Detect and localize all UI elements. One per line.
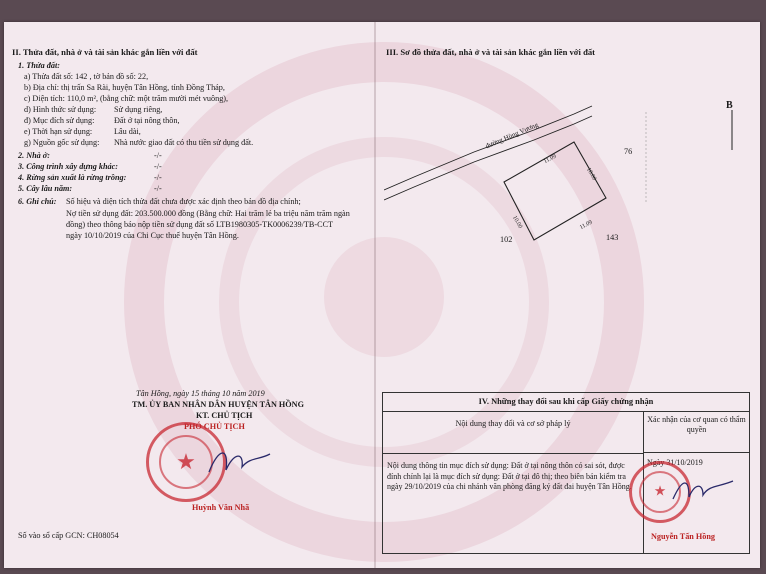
- neighbor-parcel-76: 76: [624, 147, 633, 156]
- construction-label: 3. Công trình xây dựng khác:: [18, 162, 118, 171]
- house-value: -/-: [154, 151, 162, 160]
- issue-date: Tân Hồng, ngày 15 tháng 10 năm 2019: [136, 389, 265, 398]
- signer-name-left: Huỳnh Văn Nhã: [192, 503, 250, 512]
- dim-top: 11.09: [542, 153, 558, 166]
- signature-left: [204, 442, 274, 482]
- kt-chairman: KT. CHỦ TỊCH: [196, 411, 253, 420]
- signer-name-right: Nguyễn Tấn Hồng: [651, 532, 716, 541]
- section-ii-title: II. Thửa đất, nhà ở và tài sản khác gắn liền với đất: [12, 47, 198, 57]
- usage-form-label: d) Hình thức sử dụng:: [24, 105, 97, 114]
- north-arrow-icon: [728, 110, 736, 150]
- house-label: 2. Nhà ở:: [18, 151, 50, 160]
- note-label: 6. Ghi chú:: [18, 197, 57, 206]
- forest-label: 4. Rừng sản xuất là rừng trồng:: [18, 173, 127, 182]
- star-icon: ★: [176, 449, 196, 474]
- certificate-sheet: [4, 22, 760, 568]
- note-line-1: Số hiệu và diện tích thửa đất chưa được xác định theo bản đồ địa chính;: [66, 197, 301, 206]
- changes-col-confirm-header: Xác nhận của cơ quan có thẩm quyền: [644, 411, 749, 453]
- forest-value: -/-: [154, 173, 162, 182]
- dim-left: 10.00: [511, 215, 524, 230]
- origin-value: Nhà nước giao đất có thu tiền sử dụng đất.: [114, 138, 254, 147]
- vice-chairman: PHÓ CHỦ TỊCH: [184, 422, 245, 431]
- dim-right: 10.00: [585, 167, 598, 182]
- changes-table: [382, 392, 750, 554]
- north-arrow-label: B: [726, 100, 733, 111]
- origin-label: g) Nguồn gốc sử dụng:: [24, 138, 100, 147]
- area: c) Diện tích: 110,0 m², (bằng chữ: một trăm mười mét vuông),: [24, 94, 229, 103]
- note-line-3: đồng) theo thông báo nộp tiền sử dụng đất số LTB1980305-TK0006239/TB-CCT: [66, 220, 334, 229]
- star-icon: ★: [653, 484, 667, 500]
- certificate-number: Số vào sổ cấp GCN: CH08054: [18, 531, 119, 540]
- perennial-value: -/-: [154, 184, 162, 193]
- neighbor-parcel-102: 102: [500, 235, 513, 244]
- changes-table-title: IV. Những thay đổi sau khi cấp Giấy chứng nhận: [383, 393, 749, 412]
- address: b) Địa chỉ: thị trấn Sa Rài, huyện Tân Hồng, tỉnh Đồng Tháp,: [24, 83, 225, 92]
- page-fold: [374, 22, 376, 568]
- perennial-label: 5. Cây lâu năm:: [18, 184, 73, 193]
- term-value: Lâu dài,: [114, 127, 141, 136]
- usage-form-value: Sử dụng riêng,: [114, 105, 163, 114]
- confirm-date: Ngày 31/10/2019: [647, 458, 703, 467]
- issuing-authority: TM. ỦY BAN NHÂN DÂN HUYỆN TÂN HỒNG: [132, 400, 304, 409]
- land-heading: 1. Thửa đất:: [18, 61, 60, 70]
- section-iii-title: III. Sơ đồ thửa đất, nhà ở và tài sản khác gắn liền với đất: [386, 47, 596, 57]
- purpose-value: Đất ở tại nông thôn,: [114, 116, 180, 125]
- term-label: e) Thời hạn sử dụng:: [24, 127, 93, 136]
- change-content: Nội dung thông tin mục đích sử dụng: Đất ở tại nông thôn có sai sót, được đính chính lại là mục đích sử dụng: Đất ở tại đô thị; theo biên bản kiểm tra ngày 29/10/2019 của chi nhánh văn phòng đăng ký đất đai huyện Tân Hồng.: [387, 461, 632, 491]
- construction-value: -/-: [154, 162, 162, 171]
- note-line-2: Nợ tiền sử dụng đất: 203.500.000 đồng (Bằng chữ: Hai trăm lẻ ba triệu năm trăm ngàn: [66, 209, 350, 218]
- neighbor-parcel-143: 143: [606, 233, 619, 242]
- parcel-number: a) Thửa đất số: 142 , tờ bản đồ số: 22,: [24, 72, 149, 81]
- changes-col-content-header: Nội dung thay đổi và cơ sở pháp lý: [383, 411, 644, 454]
- parcel-sketch: [384, 82, 754, 302]
- dim-bottom: 11.09: [578, 219, 594, 232]
- signature-right: [669, 473, 739, 509]
- road-label: đường Hùng Vương: [484, 120, 540, 151]
- note-line-4: ngày 10/10/2019 của Chi Cục thuế huyện Tân Hồng.: [66, 231, 239, 240]
- purpose-label: đ) Mục đích sử dụng:: [24, 116, 95, 125]
